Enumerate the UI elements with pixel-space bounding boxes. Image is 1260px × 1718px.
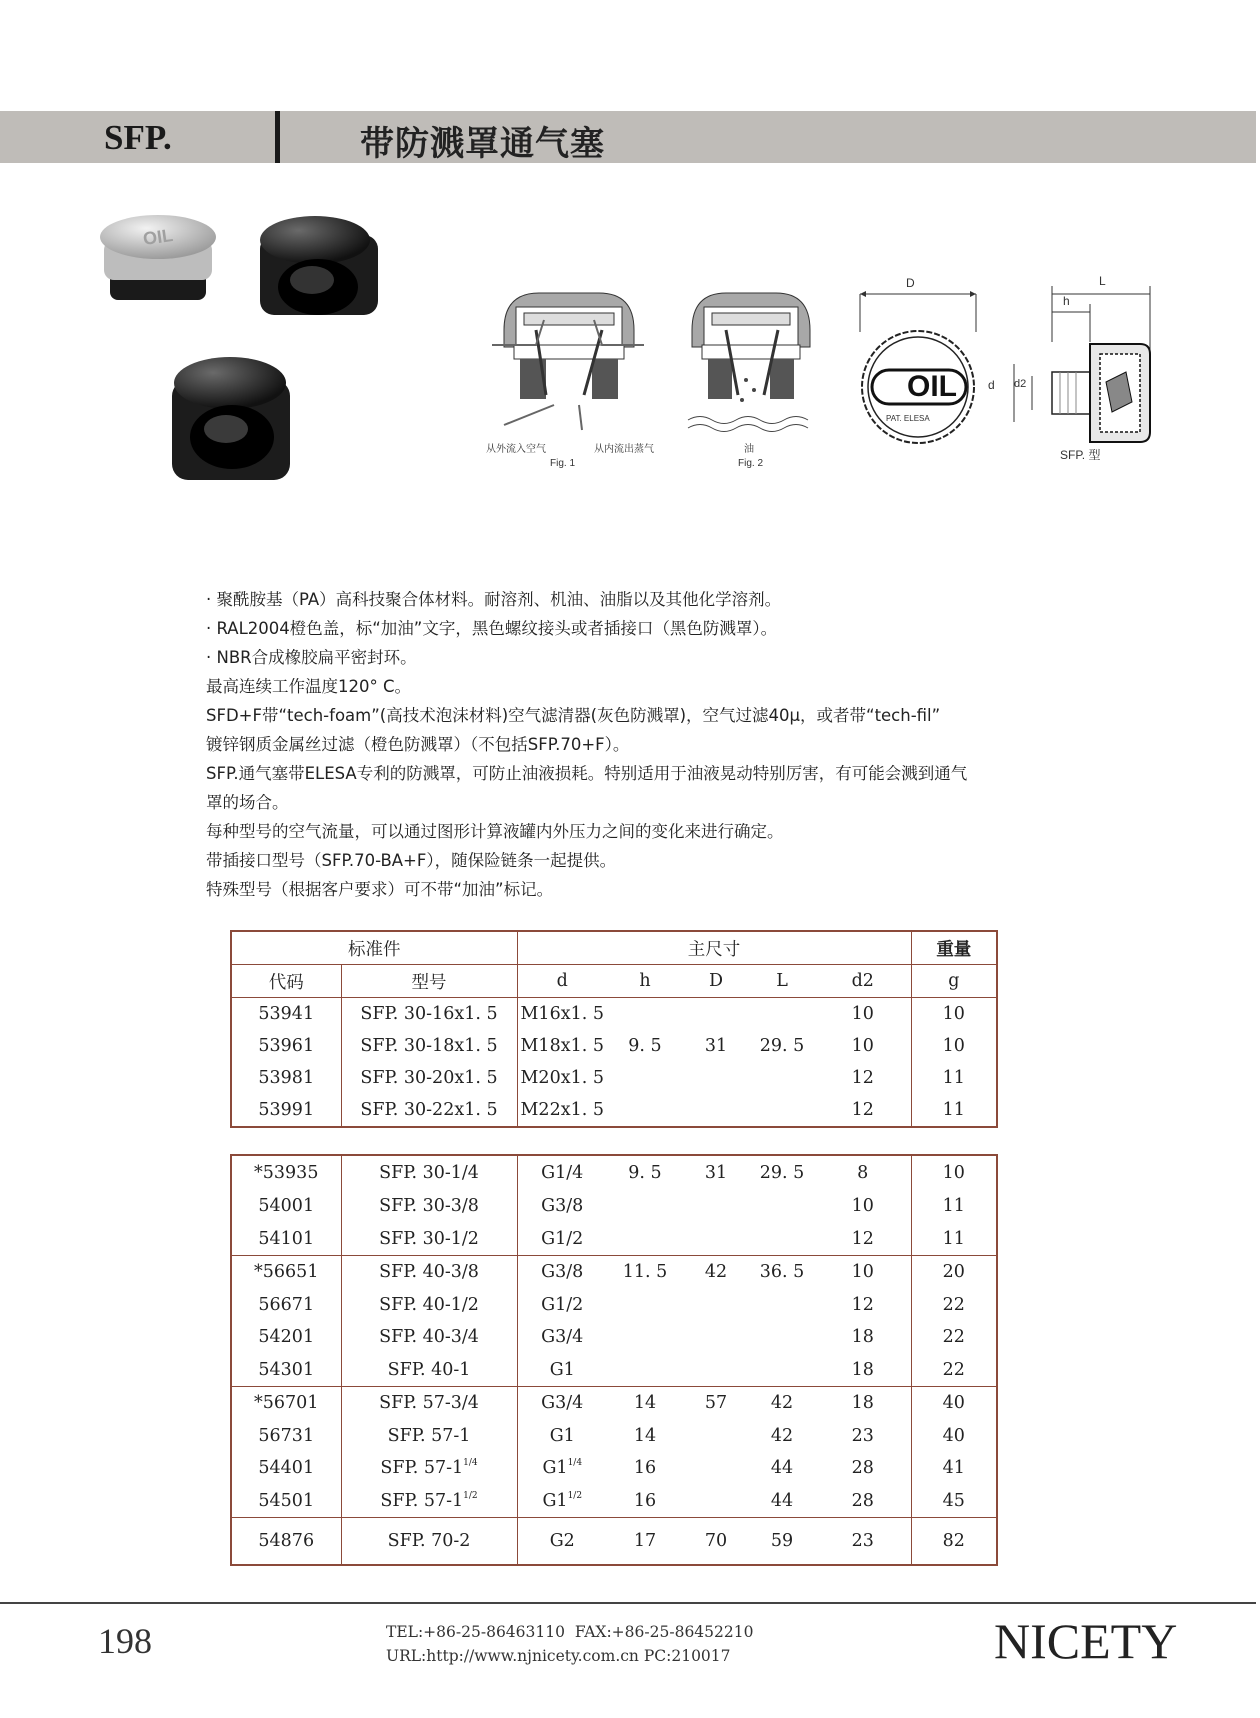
header-h: h (607, 965, 683, 998)
cell-h: 9. 5 (628, 1036, 662, 1056)
cell-D (683, 1485, 749, 1518)
cell-D (683, 1354, 749, 1387)
cell-L (749, 1354, 815, 1387)
fig2-caption: Fig. 2 (738, 458, 764, 469)
cell-D (683, 1062, 749, 1094)
cell-d2: 10 (815, 1030, 911, 1062)
cell-d2: 18 (815, 1387, 911, 1420)
fig1-vapour-out-label: 从内流出蒸气 (594, 444, 654, 455)
cell-L: 59 (749, 1518, 815, 1566)
description-line: · RAL2004橙色盖，标“加油”文字，黑色螺纹接头或者插接口（黑色防溅罩）。 (206, 619, 778, 638)
pat-elesa-marking: PAT. ELESA (886, 414, 930, 423)
description (206, 585, 1106, 904)
cell-model: SFP. 57-1 (341, 1420, 517, 1453)
cell-code: 54501 (231, 1485, 341, 1518)
cell-d2: 12 (815, 1094, 911, 1127)
cell-d2: 12 (815, 1222, 911, 1256)
table-row (231, 1387, 997, 1420)
cell-d: G1/4 (541, 1162, 584, 1183)
cell-d: G2 (517, 1518, 607, 1566)
cell-code: *56651 (231, 1256, 341, 1289)
header-L: L (749, 965, 815, 998)
cell-d2: 18 (815, 1321, 911, 1354)
dim-d2-label: d2 (1014, 378, 1027, 390)
dim-D-label: D (906, 276, 915, 290)
cell-model: SFP. 30-16x1. 5 (341, 998, 517, 1031)
table-row (231, 1222, 997, 1256)
cell-model: SFP. 30-20x1. 5 (341, 1062, 517, 1094)
cell-code: 53961 (231, 1030, 341, 1062)
cell-d: G3/8 (517, 1256, 607, 1289)
cell-d: G1/2 (541, 1228, 584, 1249)
spec-table-pipe (230, 1154, 998, 1566)
cell-h: 14 (607, 1387, 683, 1420)
table-row (231, 998, 997, 1031)
cell-D: 57 (683, 1387, 749, 1420)
cell-L (749, 1062, 815, 1094)
cell-d2: 10 (815, 998, 911, 1031)
cell-L: 29. 5 (759, 1162, 805, 1183)
header-bar (0, 111, 1256, 163)
table-row (231, 1452, 997, 1485)
description-line: · NBR合成橡胶扁平密封环。 (206, 648, 417, 667)
fig2-oil-label: 油 (744, 444, 754, 455)
cell-model: SFP. 30-18x1. 5 (341, 1030, 517, 1062)
cell-model: SFP. 30-1/4 (341, 1155, 517, 1189)
grey-breather-photo (100, 215, 216, 300)
header-model: 型号 (341, 965, 517, 998)
cell-d2: 18 (815, 1354, 911, 1387)
cell-D (683, 998, 749, 1031)
contact-tel-fax: TEL:+86-25-86463110 FAX:+86-25-86452210 (386, 1623, 754, 1641)
cell-h: 17 (607, 1518, 683, 1566)
table-row (231, 1321, 997, 1354)
header-code: 代码 (231, 965, 341, 998)
cell-d2: 10 (815, 1256, 911, 1289)
cell-L: 44 (770, 1490, 794, 1511)
description-line: SFP.通气塞带ELESA专利的防溅罩，可防止油液损耗。特别适用于油液晃动特别厉害，有可能会溅到通气 (206, 764, 968, 783)
cell-g: 22 (942, 1327, 965, 1348)
cell-d: G1 (549, 1425, 575, 1446)
cell-d2: 28 (815, 1485, 911, 1518)
dim-L-label: L (1099, 274, 1106, 288)
description-line: SFD+F带“tech-foam”(高技术泡沫材料)空气滤清器(灰色防溅罩)，空气过滤40μ，或者带“tech-fil” (206, 706, 941, 725)
table-row (231, 1094, 997, 1127)
cell-d: G3/4 (541, 1327, 584, 1348)
cell-D (683, 1452, 749, 1485)
header-standard-part: 标准件 (231, 931, 517, 965)
header-D: D (683, 965, 749, 998)
cell-d: $G1^{1/2}$ (542, 1490, 583, 1511)
cell-g: 40 (942, 1425, 965, 1446)
svg-text:OIL: OIL (141, 225, 175, 249)
footer-rule (0, 1602, 1256, 1604)
description-line: 特殊型号（根据客户要求）可不带“加油”标记。 (206, 880, 554, 899)
cell-d2: 28 (815, 1452, 911, 1485)
cell-D (683, 1420, 749, 1453)
cell-d2: 23 (815, 1420, 911, 1453)
fig1-caption: Fig. 1 (550, 458, 576, 469)
cell-g: 11 (942, 1068, 965, 1088)
cell-h (607, 998, 683, 1031)
header-d2: d2 (815, 965, 911, 998)
cell-code: 56671 (231, 1289, 341, 1322)
table-row (231, 1354, 997, 1387)
cell-g: 41 (942, 1458, 965, 1479)
cell-code: *56701 (231, 1387, 341, 1420)
cell-d: M18x1. 5 (520, 1036, 604, 1056)
cell-model: SFP. 40-1/2 (341, 1289, 517, 1322)
cell-code: 53981 (231, 1062, 341, 1094)
cell-D (683, 1094, 749, 1127)
cell-L (749, 1289, 815, 1322)
description-line: 带插接口型号（SFP.70-BA+F），随保险链条一起提供。 (206, 851, 617, 870)
cell-D: 31 (704, 1162, 728, 1183)
contact-info (386, 1620, 753, 1668)
cell-L: 36. 5 (749, 1256, 815, 1289)
cell-d2: 12 (815, 1289, 911, 1322)
description-line: 最高连续工作温度120° C。 (206, 677, 412, 696)
cell-L (749, 1189, 815, 1222)
cell-g: 11 (942, 1228, 965, 1249)
cell-L: 42 (770, 1425, 794, 1446)
cell-model: SFP. 30-3/8 (341, 1189, 517, 1222)
cell-d: M20x1. 5 (520, 1068, 604, 1088)
table-row (231, 1155, 997, 1189)
cell-model: SFP. $57-1^{1/2}$ (341, 1485, 517, 1518)
cell-h: 11. 5 (607, 1256, 683, 1289)
cell-d: M22x1. 5 (520, 1100, 604, 1120)
type-label: SFP. 型 (1060, 448, 1101, 462)
cell-g: 10 (942, 1162, 965, 1183)
figure-2-drawing (686, 285, 816, 435)
side-section-drawing (1000, 272, 1165, 457)
cell-d2: 8 (815, 1155, 911, 1189)
cell-h (607, 1094, 683, 1127)
cell-h: 16 (633, 1458, 657, 1479)
table-row (231, 1256, 997, 1289)
cell-d: $G1^{1/4}$ (542, 1458, 583, 1479)
description-line: 罩的场合。 (206, 793, 289, 812)
cell-h (607, 1289, 683, 1322)
header-main-dimensions: 主尺寸 (517, 931, 911, 965)
cell-h (607, 1321, 683, 1354)
fig1-air-in-label: 从外流入空气 (486, 444, 546, 455)
header-g: g (911, 965, 997, 998)
black-breather-photo-bottom (172, 357, 290, 480)
cell-h: 14 (633, 1425, 657, 1446)
cell-g: 11 (942, 1100, 965, 1120)
table-row (231, 1485, 997, 1518)
cell-model: SFP. $57-1^{1/4}$ (341, 1452, 517, 1485)
cell-h: 16 (633, 1490, 657, 1511)
top-view-drawing (854, 272, 984, 452)
contact-url: URL:http://www.njnicety.com.cn PC:210017 (386, 1647, 731, 1665)
cell-L (749, 998, 815, 1031)
cell-L: 29. 5 (759, 1036, 805, 1056)
cell-code: 54001 (231, 1189, 341, 1222)
cell-g: 22 (942, 1359, 965, 1380)
page-title: 带防溅罩通气塞 (360, 124, 605, 164)
cell-model: SFP. 30-22x1. 5 (341, 1094, 517, 1127)
cell-L: 42 (749, 1387, 815, 1420)
cell-L (749, 1094, 815, 1127)
cell-L: 44 (770, 1458, 794, 1479)
cell-code: 53991 (231, 1094, 341, 1127)
cell-d: G3/4 (517, 1387, 607, 1420)
cell-D (683, 1189, 749, 1222)
cell-h (607, 1222, 683, 1256)
black-breather-photo-right (260, 216, 378, 315)
cell-model: SFP. 40-3/4 (341, 1321, 517, 1354)
cell-D: 42 (683, 1256, 749, 1289)
cell-D (683, 1222, 749, 1256)
cell-d: G3/8 (541, 1195, 584, 1216)
cell-g: 22 (942, 1294, 965, 1315)
table-row (231, 1062, 997, 1094)
cell-code: *53935 (231, 1155, 341, 1189)
dim-d-label: d (988, 378, 995, 392)
cell-g: 20 (911, 1256, 997, 1289)
description-line: 镀锌钢质金属丝过滤（橙色防溅罩）（不包括SFP.70+F）。 (206, 735, 630, 754)
brand-name: NICETY (994, 1613, 1178, 1669)
dim-h-label: h (1063, 294, 1070, 308)
cell-g: 40 (911, 1387, 997, 1420)
header-weight: 重量 (911, 931, 997, 965)
table-row (231, 1420, 997, 1453)
cell-g: 10 (942, 1036, 965, 1056)
cell-D (683, 1289, 749, 1322)
cell-model: SFP. 57-3/4 (341, 1387, 517, 1420)
cell-d: G1 (549, 1359, 575, 1380)
header-d: d (517, 965, 607, 998)
page-number: 198 (98, 1621, 152, 1661)
cell-code: 56731 (231, 1420, 341, 1453)
cell-d2: 10 (815, 1189, 911, 1222)
cell-L (749, 1222, 815, 1256)
table-row (231, 1518, 997, 1566)
cell-L (749, 1321, 815, 1354)
table-row (231, 1189, 997, 1222)
cell-g: 45 (942, 1490, 965, 1511)
cell-code: 54401 (231, 1452, 341, 1485)
cell-g: 82 (911, 1518, 997, 1566)
description-line: 每种型号的空气流量，可以通过图形计算液罐内外压力之间的变化来进行确定。 (206, 822, 784, 841)
header-separator (275, 111, 280, 163)
cell-h: 9. 5 (628, 1162, 662, 1183)
cell-model: SFP. 30-1/2 (341, 1222, 517, 1256)
cell-h (607, 1062, 683, 1094)
cell-model: SFP. 70-2 (341, 1518, 517, 1566)
cell-g: 10 (942, 1004, 965, 1024)
cell-model: SFP. 40-3/8 (341, 1256, 517, 1289)
figure-1-drawing (484, 285, 654, 435)
cell-h (607, 1189, 683, 1222)
cell-code: 54876 (231, 1518, 341, 1566)
spec-table-metric (230, 930, 998, 1128)
cell-g: 11 (942, 1195, 965, 1216)
product-photos (80, 205, 410, 535)
cell-code: 53941 (231, 998, 341, 1031)
cell-code: 54301 (231, 1354, 341, 1387)
cell-d: G1/2 (541, 1294, 584, 1315)
description-line: · 聚酰胺基（PA）高科技聚合体材料。耐溶剂、机油、油脂以及其他化学溶剂。 (206, 590, 782, 609)
cell-code: 54201 (231, 1321, 341, 1354)
cell-model: SFP. 40-1 (341, 1354, 517, 1387)
cell-D (683, 1321, 749, 1354)
cell-d2: 12 (815, 1062, 911, 1094)
cell-d: M16x1. 5 (520, 1004, 604, 1024)
cell-h (607, 1354, 683, 1387)
cell-d2: 23 (815, 1518, 911, 1566)
cell-D: 31 (704, 1036, 728, 1056)
table-row (231, 1289, 997, 1322)
cell-code: 54101 (231, 1222, 341, 1256)
product-code: SFP. (104, 118, 172, 157)
table-row (231, 1030, 997, 1062)
oil-marking: OIL (907, 370, 957, 403)
cell-D: 70 (683, 1518, 749, 1566)
